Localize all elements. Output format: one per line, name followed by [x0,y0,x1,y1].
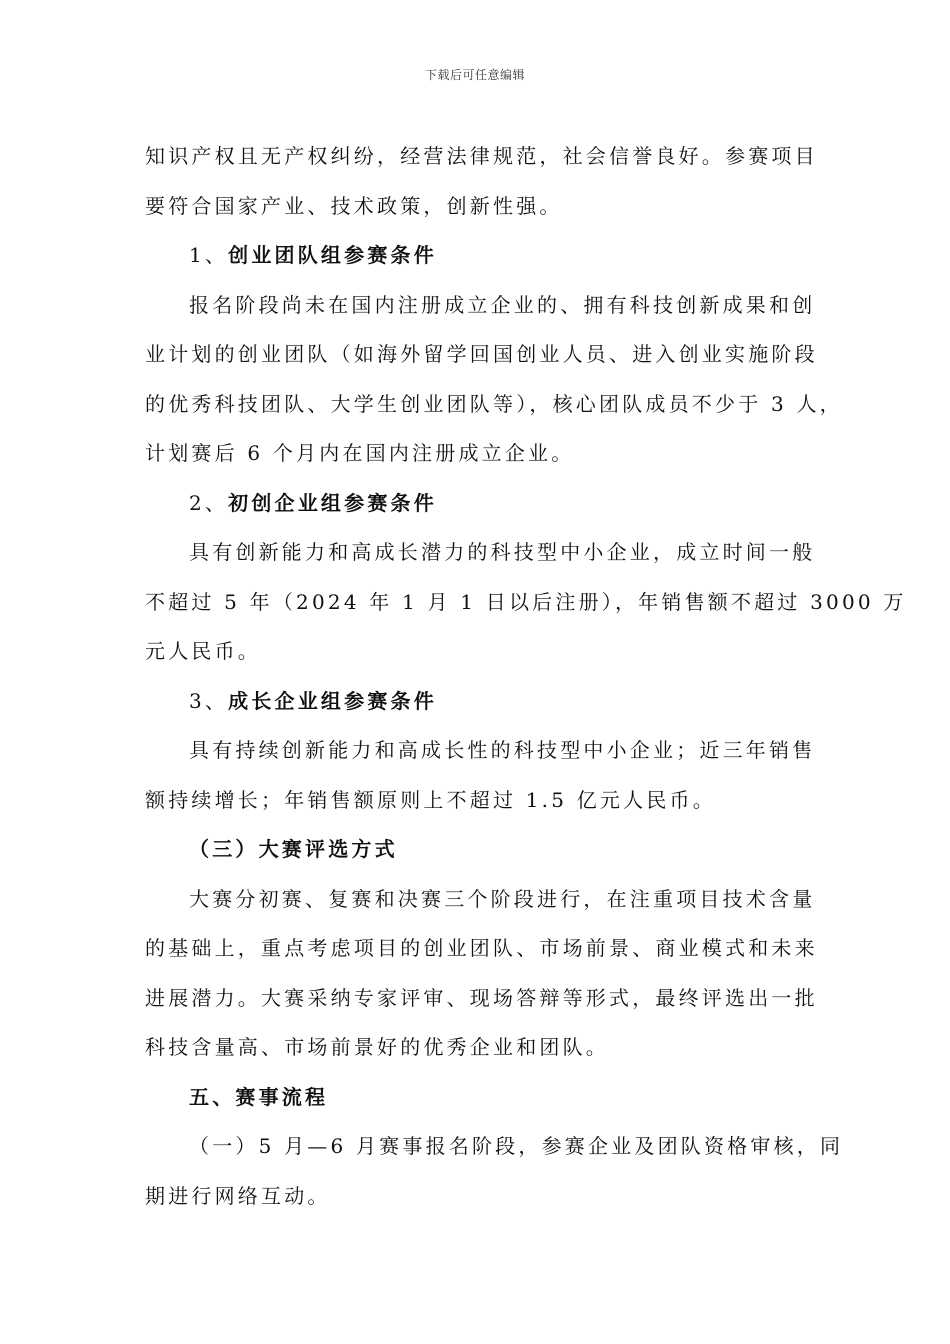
paragraph-event-process [145,1122,844,1221]
heading-number: 1、 [189,243,229,267]
heading-text: 创业团队组参赛条件 [228,243,437,267]
text-line: 报名阶段尚未在国内注册成立企业的、拥有科技创新成果和创 [189,292,816,317]
document-body [145,132,907,1221]
text-line: 不超过 5 年（2024 年 1 月 1 日以后注册），年销售额不超过 3000 万 [145,589,907,614]
section-heading-growth [145,677,820,727]
paragraph-selection-method [145,875,820,1073]
text-line: 进展潜力。大赛采纳专家评审、现场答辩等形式，最终评选出一批 [145,985,818,1010]
text-line: 具有持续创新能力和高成长性的科技型中小企业；近三年销售 [189,738,816,762]
heading-text: 成长企业组参赛条件 [228,688,437,713]
heading-number: 3、 [189,688,229,713]
paragraph-early-stage-conditions [145,528,907,677]
text-line: 科技含量高、市场前景好的优秀企业和团队。 [145,1035,609,1059]
text-line: 的优秀科技团队、大学生创业团队等），核心团队成员不少于 3 人， [145,391,843,416]
text-line: 要符合国家产业、技术政策，创新性强。 [145,193,563,218]
text-line: 元人民币。 [145,639,261,663]
section-heading-startup-team [145,231,820,281]
page-header-note: 下载后可任意编辑 [424,68,525,82]
text-line: 业计划的创业团队（如海外留学回国创业人员、进入创业实施阶段 [145,342,818,366]
text-line: 具有创新能力和高成长潜力的科技型中小企业，成立时间一般 [189,540,816,564]
section-heading-early-stage [145,479,820,529]
section-heading-selection-method: （三）大赛评选方式 [189,837,398,861]
text-line: 的基础上，重点考虑项目的创业团队、市场前景、商业模式和未来 [145,936,818,960]
text-line: 计划赛后 6 个月内在国内注册成立企业。 [145,441,575,465]
text-line: 额持续增长；年销售额原则上不超过 1.5 亿元人民币。 [145,787,716,812]
text-line: （一）5 月—6 月赛事报名阶段，参赛企业及团队资格审核，同 [189,1134,844,1158]
text-line: 期进行网络互动。 [145,1183,331,1208]
paragraph-continued [145,132,820,231]
text-line: 大赛分初赛、复赛和决赛三个阶段进行，在注重项目技术含量 [189,886,816,911]
heading-text: 初创企业组参赛条件 [228,490,437,515]
paragraph-startup-team-conditions [145,281,843,479]
section-heading-event-process: 五、赛事流程 [189,1084,329,1109]
heading-number: 2、 [189,490,229,515]
text-line: 知识产权且无产权纠纷，经营法律规范，社会信誉良好。参赛项目 [145,144,818,168]
paragraph-growth-conditions [145,726,820,825]
